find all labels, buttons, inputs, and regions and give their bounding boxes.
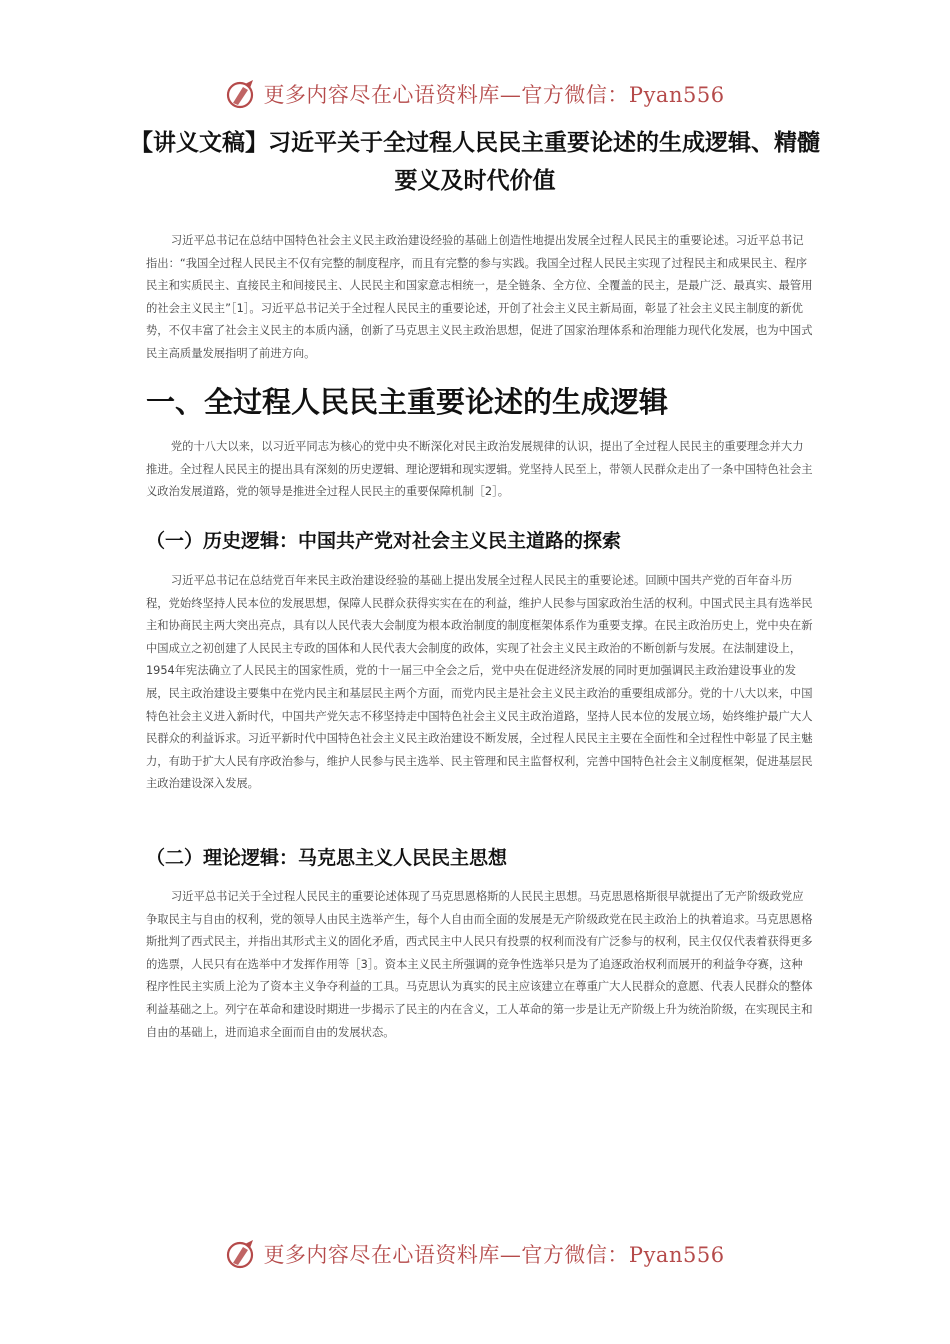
theory-paragraph: 习近平总书记关于全过程人民民主的重要论述体现了马克思恩格斯的人民民主思想。马克思恩格斯很早就提出了无产阶级政党应争取民主与自由的权利，党的领导人由民主选举产生，每个人自由而全面的发展是无产阶级政党在民主政治上的执着追求。马克思恩格斯批判了西式民主，并指出其形式主义的固化矛盾，西式民主中人民只有投票的权利而没有广泛参与的权利，民主仅仅代表着获得更多的选票，人民只有在选举中才发挥作用等［3］。资本主义民主所强调的竞争性选举只是为了追逐政治权利而展开的利益争夺赛，这种程序性民主实质上沦为了资本主义争夺利益的工具。马克思认为真实的民主应该建立在尊重广大人民群众的意愿、代表人民群众的整体利益基础之上。列宁在革命和建设时期进一步揭示了民主的内在含义，工人革命的第一步是让无产阶级上升为统治阶级，在实现民主和自由的基础上，进而追求全面而自由的发展状态。 [146, 890, 813, 1039]
pen-nib-circle-icon [225, 1237, 259, 1271]
subsection-heading-theory: （二）理论逻辑：马克思主义人民民主思想 [146, 847, 508, 869]
subsection-heading-history: （一）历史逻辑：中国共产党对社会主义民主道路的探索 [146, 530, 622, 552]
header-banner [0, 74, 950, 114]
banner-text: 更多内容尽在心语资料库—官方微信：Pyan556 [263, 83, 725, 107]
banner-text: 更多内容尽在心语资料库—官方微信：Pyan556 [263, 1243, 725, 1267]
footer-banner [0, 1234, 950, 1274]
document-title: 【讲义文稿】习近平关于全过程人民民主重要论述的生成逻辑、精髓要义及时代价值 [130, 130, 820, 194]
section-heading-1: 一、全过程人民民主重要论述的生成逻辑 [146, 385, 669, 419]
section-1-paragraph: 党的十八大以来，以习近平同志为核心的党中央不断深化对民主政治发展规律的认识，提出了全过程人民民主的重要理念并大力推进。全过程人民民主的提出具有深刻的历史逻辑、理论逻辑和现实逻辑。党坚持人民至上，带领人民群众走出了一条中国特色社会主义政治发展道路，党的领导是推进全过程人民民主的重要保障机制［2］。 [146, 440, 813, 499]
history-paragraph: 习近平总书记在总结党百年来民主政治建设经验的基础上提出发展全过程人民民主的重要论述。回顾中国共产党的百年奋斗历程，党始终坚持人民本位的发展思想，保障人民群众获得实实在在的利益，维护人民参与国家政治生活的权利。中国式民主具有选举民主和协商民主两大突出亮点，具有以人民代表大会制度为根本政治制度的制度框架体系作为重要支撑。在民主政治历史上，党中央在新中国成立之初创建了人民民主专政的国体和人民代表大会制度的政体，实现了社会主义民主政治的不断创新与发展。在法制建设上，1954年宪法确立了人民民主的国家性质，党的十一届三中全会之后，党中央在促进经济发展的同时更加强调民主政治建设事业的发展，民主政治建设主要集中在党内民主和基层民主两个方面，而党内民主是社会主义民主政治的重要组成部分。党的十八大以来，中国特色社会主义进入新时代，中国共产党矢志不移坚持走中国特色社会主义民主政治道路，坚持人民本位的发展立场，始终维护最广大人民群众的利益诉求。习近平新时代中国特色社会主义民主政治建设不断发展，全过程人民民主主要在全面性和全过程性中彰显了民主魅力，有助于扩大人民有序政治参与，维护人民参与民主选举、民主管理和民主监督权利，完善中国特色社会主义制度框架，促进基层民主政治建设深入发展。 [146, 574, 813, 791]
intro-paragraph: 习近平总书记在总结中国特色社会主义民主政治建设经验的基础上创造性地提出发展全过程人民民主的重要论述。习近平总书记指出：“我国全过程人民民主不仅有完整的制度程序，而且有完整的参与实践。我国全过程人民民主实现了过程民主和成果民主、程序民主和实质民主、直接民主和间接民主、人民民主和国家意志相统一，是全链条、全方位、全覆盖的民主，是最广泛、最真实、最管用的社会主义民主”［1］。习近平总书记关于全过程人民民主的重要论述，开创了社会主义民主新局面，彰显了社会主义民主制度的新优势，不仅丰富了社会主义民主的本质内涵，创新了马克思主义民主政治思想，促进了国家治理体系和治理能力现代化发展，也为中国式民主高质量发展指明了前进方向。 [146, 234, 813, 360]
pen-nib-circle-icon [225, 77, 259, 111]
